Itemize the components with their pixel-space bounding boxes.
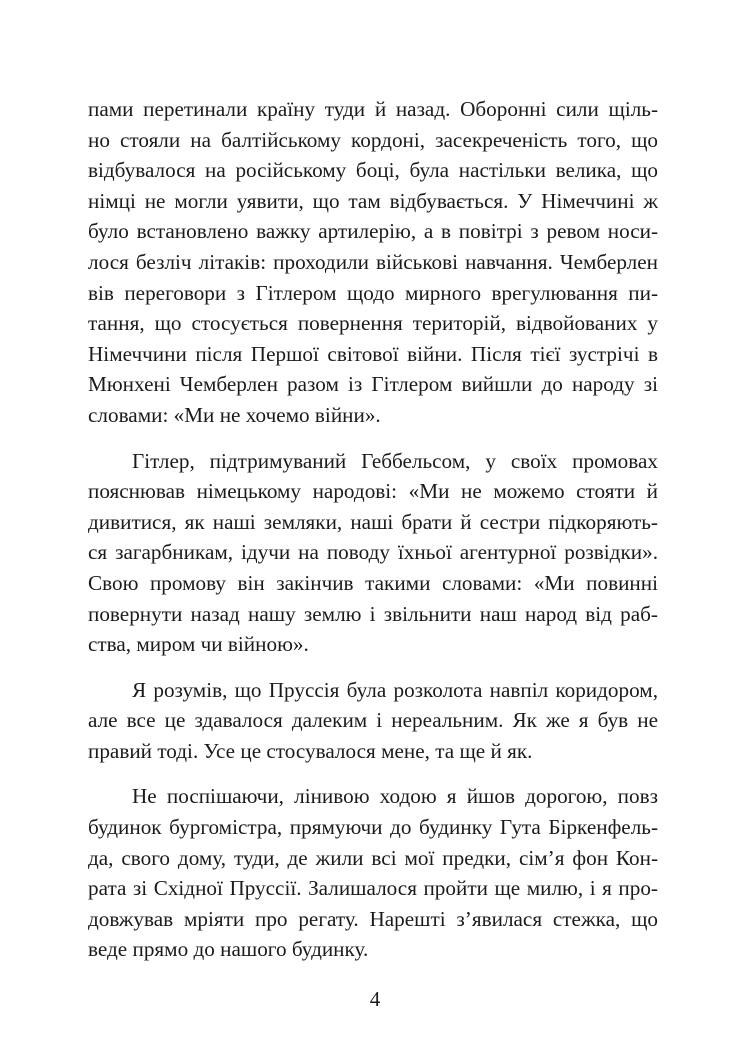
- text-line: Німеччини після Першої світової війни. Після тієї зустрічі в: [88, 341, 658, 366]
- paragraph-3: [88, 675, 658, 767]
- paragraph-4: [88, 781, 658, 965]
- text-line: Мюнхені Чемберлен разом із Гітлером вийшли до народу зі: [88, 372, 658, 397]
- text-line: відбувалося на російському боці, була настільки велика, що: [88, 158, 658, 183]
- text-line: пояснював німецькому народові: «Ми не можемо стояти й: [88, 479, 658, 504]
- text-line: лося безліч літаків: проходили військові навчання. Чемберлен: [88, 249, 658, 274]
- text-line: але все це здавалося далеким і нереальним. Як же я був не: [88, 708, 658, 733]
- text-line: но стояли на балтійському кордоні, засекреченість того, що: [88, 127, 658, 152]
- text-line: довжував мріяти про регату. Нарешті з’явилася стежка, що: [88, 906, 658, 931]
- text-line: Свою промову він закінчив такими словами: «Ми повинні: [88, 570, 658, 595]
- text-line: дивитися, як наші земляки, наші брати й сестри підкоряють-: [88, 509, 658, 534]
- paragraph-2: [88, 446, 658, 660]
- text-line: правий тоді. Усе це стосувалося мене, та ще й як.: [88, 738, 533, 763]
- text-line: Я розумів, що Пруссія була розколота навпіл коридором,: [132, 677, 658, 702]
- text-line: пами перетинали країну туди й назад. Оборонні сили щіль-: [88, 97, 658, 121]
- text-line: веде прямо до нашого будинку.: [88, 937, 369, 962]
- text-line: Не поспішаючи, лінивою ходою я йшов дорогою, повз: [132, 784, 658, 809]
- text-line: німці не могли уявити, що там відбувається. У Німеччині ж: [88, 188, 658, 213]
- text-line: ства, миром чи війною».: [88, 632, 309, 657]
- paragraph-1: [88, 94, 658, 431]
- text-line: тання, що стосується повернення територій, відвойованих у: [88, 311, 658, 336]
- text-line: будинок бургомістра, прямуючи до будинку Гута Біркенфель-: [88, 815, 658, 840]
- text-line: словами: «Ми не хочемо війни».: [88, 402, 381, 427]
- text-line: ся загарбникам, ідучи на поводу їхньої агентурної розвідки».: [88, 540, 658, 565]
- body-text: [88, 94, 658, 980]
- text-line: повернути назад нашу землю і звільнити наш народ від раб-: [88, 601, 658, 626]
- text-line: рата зі Східної Пруссії. Залишалося пройти ще милю, і я про-: [88, 876, 658, 901]
- text-line: було встановлено важку артилерію, а в повітрі з ревом носи-: [88, 219, 658, 244]
- text-line: Гітлер, підтримуваний Геббельсом, у своїх промовах: [132, 448, 658, 473]
- page-number: 4: [369, 987, 381, 1011]
- text-line: вів переговори з Гітлером щодо мирного врегулювання пи-: [88, 280, 658, 305]
- text-line: да, свого дому, туди, де жили всі мої предки, сім’я фон Кон-: [88, 845, 658, 870]
